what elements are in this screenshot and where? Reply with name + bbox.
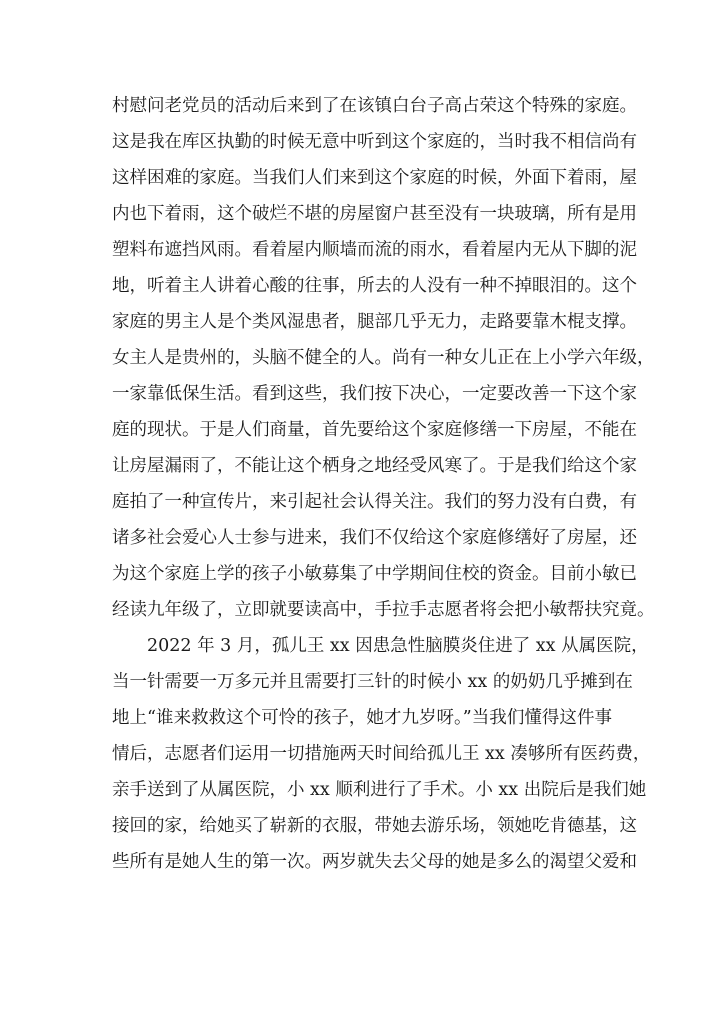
- text-line: 当一针需要一万多元并且需要打三针的时候小 xx 的奶奶几乎摊到在: [112, 672, 633, 692]
- text-line: 一家靠低保生活。看到这些，我们按下决心，一定要改善一下这个家: [112, 384, 637, 404]
- text-line: 让房屋漏雨了，不能让这个栖身之地经受风寒了。于是我们给这个家: [112, 456, 637, 476]
- paragraph-1: [112, 88, 655, 628]
- body-text: [112, 88, 655, 880]
- text-line: 女主人是贵州的，头脑不健全的人。尚有一种女儿正在上小学六年级，: [112, 348, 655, 368]
- text-line: 塑料布遮挡风雨。看着屋内顺墙而流的雨水，看着屋内无从下脚的泥: [112, 240, 637, 260]
- text-line: 家庭的男主人是个类风湿患者，腿部几乎无力，走路要靠木棍支撑。: [112, 312, 637, 332]
- text-line: 亲手送到了从属医院，小 xx 顺利进行了手术。小 xx 出院后是我们她: [112, 780, 647, 800]
- text-line: 这样困难的家庭。当我们人们来到这个家庭的时候，外面下着雨，屋: [112, 168, 637, 188]
- text-line: 情后，志愿者们运用一切措施两天时间给孤儿王 xx 凑够所有医药费，: [112, 744, 651, 764]
- text-line: 这是我在库区执勤的时候无意中听到这个家庭的，当时我不相信尚有: [112, 132, 637, 152]
- text-line: 些所有是她人生的第一次。两岁就失去父母的她是多么的渴望父爱和: [112, 852, 637, 872]
- text-line: 为这个家庭上学的孩子小敏募集了中学期间住校的资金。目前小敏已: [112, 564, 637, 584]
- text-line: 庭的现状。于是人们商量，首先要给这个家庭修缮一下房屋，不能在: [112, 420, 637, 440]
- text-line: 地上“谁来救救这个可怜的孩子，她才九岁呀。”当我们懂得这件事: [112, 708, 612, 728]
- text-line: 庭拍了一种宣传片，来引起社会认得关注。我们的努力没有白费，有: [112, 492, 637, 512]
- text-line: 地，听着主人讲着心酸的往事，所去的人没有一种不掉眼泪的。这个: [112, 276, 637, 296]
- text-line: 村慰问老党员的活动后来到了在该镇白台子高占荣这个特殊的家庭。: [112, 96, 637, 116]
- text-line: 经读九年级了，立即就要读高中，手拉手志愿者将会把小敏帮扶究竟。: [112, 600, 655, 620]
- text-line: 2022 年 3 月，孤儿王 xx 因患急性脑膜炎住进了 xx 从属医院，: [147, 636, 649, 656]
- paragraph-2: [112, 628, 651, 880]
- text-line: 内也下着雨，这个破烂不堪的房屋窗户甚至没有一块玻璃，所有是用: [112, 204, 637, 224]
- text-line: 诸多社会爱心人士参与进来，我们不仅给这个家庭修缮好了房屋，还: [112, 528, 637, 548]
- text-line: 接回的家，给她买了崭新的衣服，带她去游乐场，领她吃肯德基，这: [112, 816, 637, 836]
